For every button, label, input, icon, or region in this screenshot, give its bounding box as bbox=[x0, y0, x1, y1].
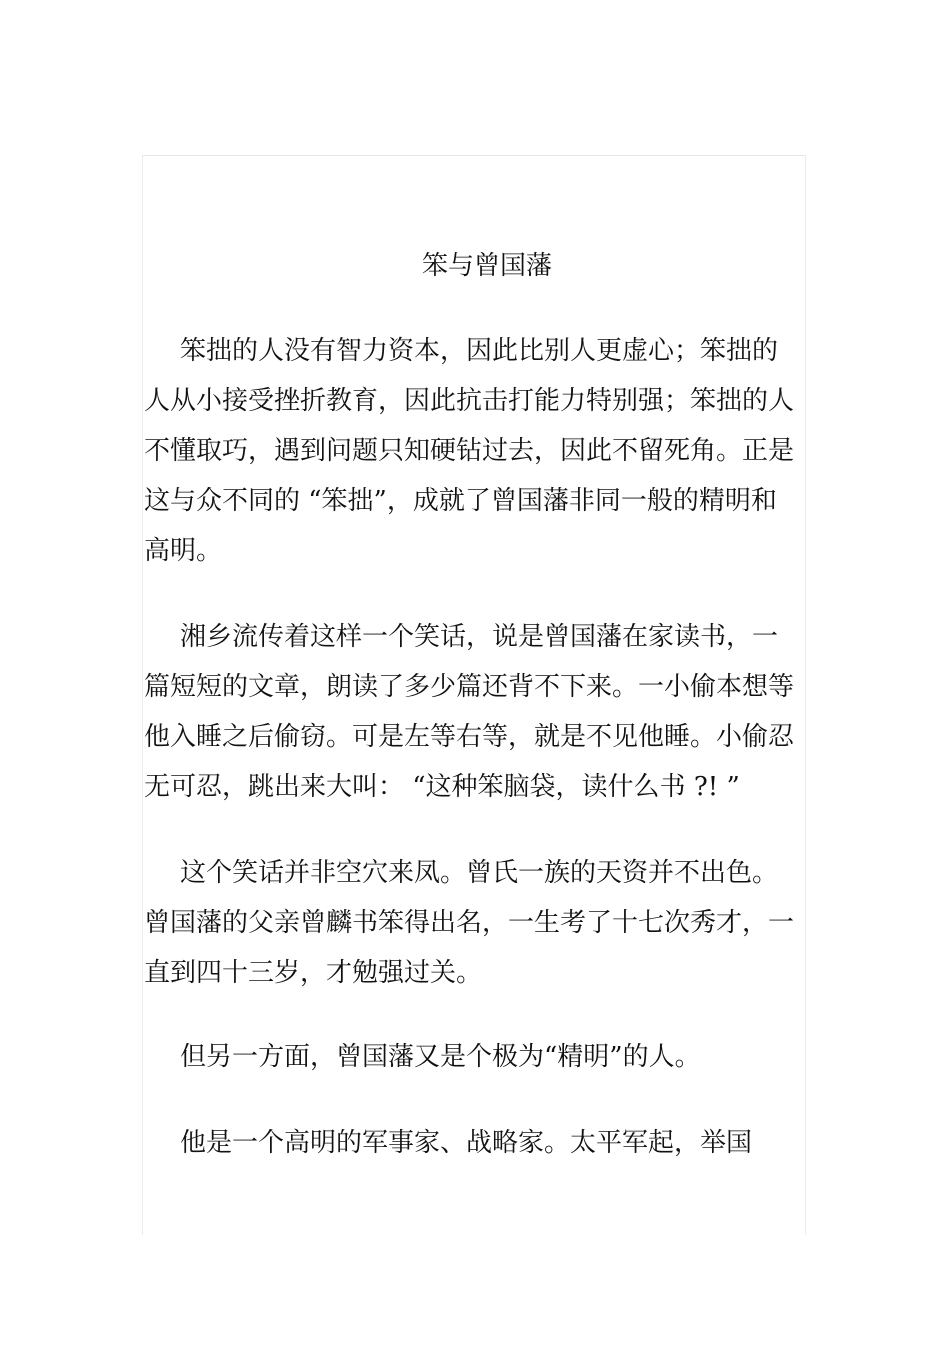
document-title: 笨与曾国藩 bbox=[421, 251, 552, 281]
paragraph-1: 笨拙的人没有智力资本，因此比别人更虚心；笨拙的人从小接受挫折教育，因此抗击打能力特别强；笨拙的人不懂取巧，遇到问题只知硬钻过去，因此不留死角。正是这与众不同的 “笨拙”，成就了曾国藩非同一般的精明和高明。 bbox=[144, 336, 795, 566]
paragraph-3: 这个笑话并非空穴来凤。曾氏一族的天资并不出色。曾国藩的父亲曾麟书笨得出名，一生考了十七次秀才，一直到四十三岁，才勉强过关。 bbox=[144, 858, 795, 988]
paragraph-2: 湘乡流传着这样一个笑话，说是曾国藩在家读书，一篇短短的文章，朗读了多少篇还背不下来。一小偷本想等他入睡之后偷窃。可是左等右等，就是不见他睡。小偷忍无可忍，跳出来大叫： “这种笨脑袋，读什么书 ?! ” bbox=[144, 622, 795, 802]
paragraph-5: 他是一个高明的军事家、战略家。太平军起，举国 bbox=[180, 1128, 753, 1158]
document-body bbox=[144, 326, 794, 1168]
paragraph-4: 但另一方面，曾国藩又是个极为“精明”的人。 bbox=[180, 1042, 701, 1072]
